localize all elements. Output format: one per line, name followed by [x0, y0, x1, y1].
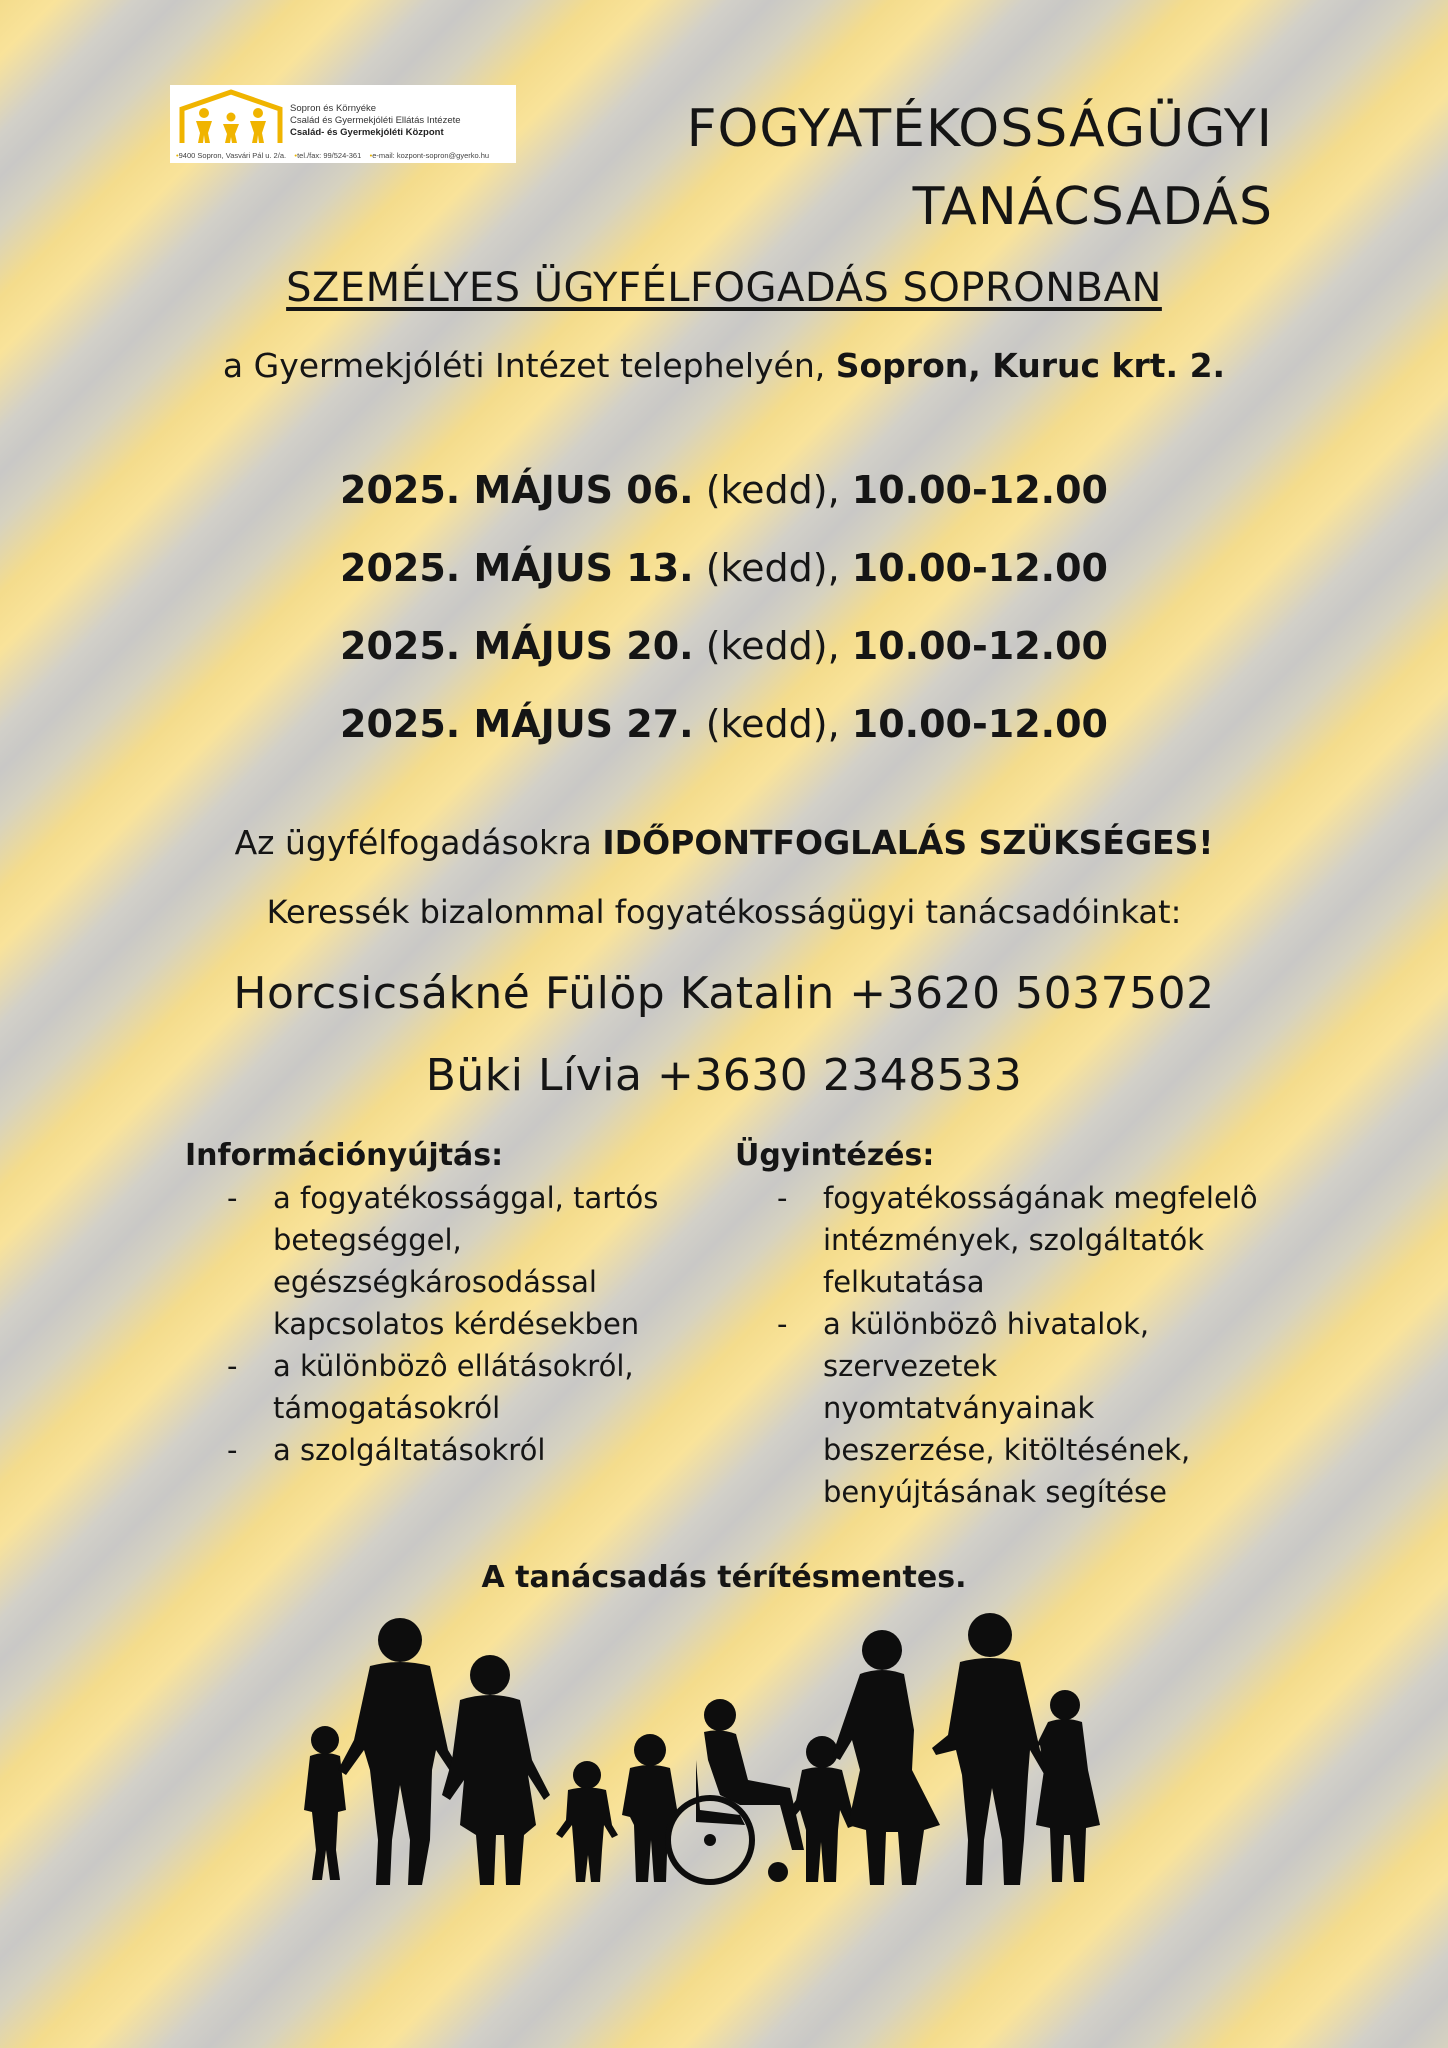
date-day: (kedd),: [705, 702, 840, 746]
date-row: [0, 616, 1448, 694]
date-row: [0, 694, 1448, 772]
date-time: 10.00-12.00: [851, 624, 1108, 668]
logo-email: • e-mail: kozpont-sopron@gyerko.hu: [370, 151, 489, 160]
info-section: [185, 1135, 705, 1471]
organization-logo: [170, 85, 516, 163]
info-heading: Információnyújtás:: [185, 1138, 504, 1173]
title-line-1: FOGYATÉKOSSÁGÜGYI: [686, 99, 1273, 159]
logo-address: • 9400 Sopron, Vasvári Pál u. 2/a.: [176, 151, 286, 160]
date-list: [0, 460, 1448, 772]
info-list: [185, 1177, 705, 1471]
booking-prefix: Az ügyfélfogadásokra: [234, 823, 592, 862]
admin-heading: Ügyintézés:: [735, 1138, 935, 1173]
list-item: - a fogyatékossággal, tartós betegséggel, egészségkárosodással kapcsolatos kérdésekben: [185, 1177, 705, 1345]
date-row: [0, 460, 1448, 538]
admin-list: [735, 1177, 1275, 1513]
logo-line-1: Sopron és Környéke: [290, 103, 377, 114]
logo-text: [290, 103, 461, 139]
search-text: Keressék bizalommal fogyatékosságügyi tanácsadóinkat:: [266, 893, 1182, 931]
date-value: 2025. MÁJUS 27.: [340, 702, 694, 746]
logo-line-2: Család és Gyermekjóléti Ellátás Intézete: [290, 115, 461, 126]
date-value: 2025. MÁJUS 20.: [340, 624, 694, 668]
list-item: - a különbözô ellátásokról, támogatásokról: [185, 1345, 705, 1429]
contact-secondary: Büki Lívia +3630 2348533: [425, 1050, 1023, 1101]
logo-line-3: Család- és Gyermekjóléti Központ: [290, 127, 444, 138]
date-day: (kedd),: [705, 624, 840, 668]
logo-footer: [176, 151, 489, 160]
page-title: [687, 90, 1273, 246]
free-of-charge-note: A tanácsadás térítésmentes.: [481, 1560, 967, 1595]
house-family-icon: [176, 89, 286, 147]
date-value: 2025. MÁJUS 13.: [340, 546, 694, 590]
title-line-2: TANÁCSADÁS: [912, 177, 1273, 237]
location-line: [0, 346, 1448, 385]
list-item: - a szolgáltatásokról: [185, 1429, 705, 1471]
list-item: - a különbözô hivatalok, szervezetek nyomtatványainak beszerzése, kitöltésének, benyújtásának segítése: [735, 1303, 1275, 1513]
admin-section: [735, 1135, 1275, 1513]
date-row: [0, 538, 1448, 616]
date-value: 2025. MÁJUS 06.: [340, 468, 694, 512]
logo-phone: • tel./fax: 99/524-361: [294, 151, 361, 160]
list-item: - fogyatékosságának megfelelô intézmények, szolgáltatók felkutatása: [735, 1177, 1275, 1303]
contact-primary: Horcsicsákné Fülöp Katalin +3620 5037502: [233, 968, 1215, 1019]
date-day: (kedd),: [705, 468, 840, 512]
date-time: 10.00-12.00: [851, 468, 1108, 512]
location-prefix: a Gyermekjóléti Intézet telephelyén,: [222, 346, 826, 385]
date-time: 10.00-12.00: [851, 546, 1108, 590]
family-silhouette-icon: [300, 1610, 1100, 1895]
date-day: (kedd),: [705, 546, 840, 590]
date-time: 10.00-12.00: [851, 702, 1108, 746]
booking-notice: [0, 823, 1448, 862]
booking-emphasis: IDŐPONTFOGLALÁS SZÜKSÉGES!: [602, 823, 1214, 862]
subtitle: SZEMÉLYES ÜGYFÉLFOGADÁS SOPRONBAN: [286, 265, 1162, 311]
location-address: Sopron, Kuruc krt. 2.: [835, 346, 1226, 385]
